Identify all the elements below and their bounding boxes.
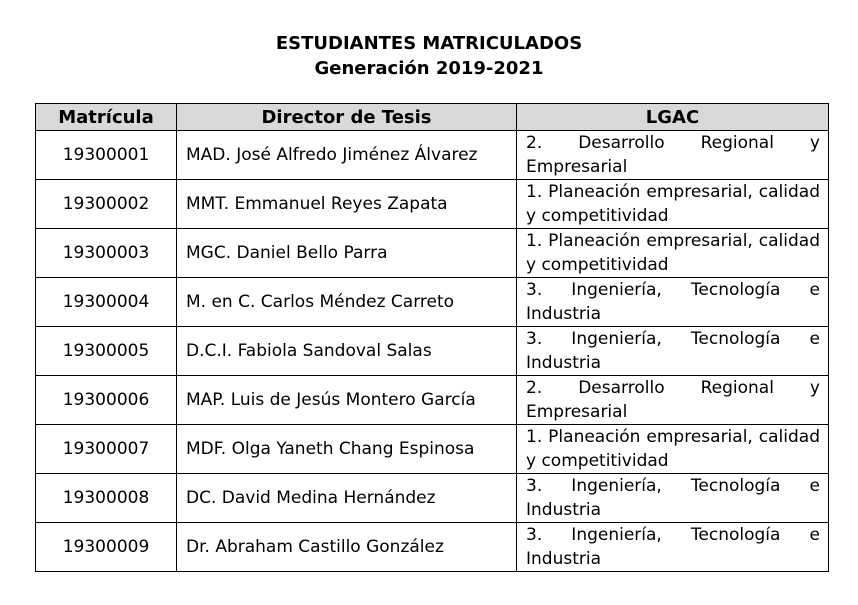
director-cell: Dr. Abraham Castillo González (177, 523, 517, 572)
director-cell: DC. David Medina Hernández (177, 474, 517, 523)
matricula-cell: 19300008 (36, 474, 177, 523)
table-row (36, 425, 829, 474)
document-subtitle: Generación 2019-2021 (314, 58, 544, 79)
table-row (36, 523, 829, 572)
table-row (36, 474, 829, 523)
matricula-cell: 19300006 (36, 376, 177, 425)
table-row (36, 278, 829, 327)
lgac-cell: 3. Ingeniería, Tecnología e Industria (517, 278, 829, 327)
matricula-cell: 19300004 (36, 278, 177, 327)
director-cell: M. en C. Carlos Méndez Carreto (177, 278, 517, 327)
lgac-cell: 1. Planeación empresarial, calidad y competitividad (517, 229, 829, 278)
students-table (35, 103, 829, 572)
matricula-cell: 19300001 (36, 131, 177, 180)
column-header-lgac: LGAC (517, 104, 829, 131)
director-cell: MDF. Olga Yaneth Chang Espinosa (177, 425, 517, 474)
director-cell: MMT. Emmanuel Reyes Zapata (177, 180, 517, 229)
document-title-block (0, 31, 858, 81)
table-row (36, 180, 829, 229)
matricula-cell: 19300002 (36, 180, 177, 229)
director-cell: MAD. José Alfredo Jiménez Álvarez (177, 131, 517, 180)
director-cell: MGC. Daniel Bello Parra (177, 229, 517, 278)
table-row (36, 327, 829, 376)
matricula-cell: 19300009 (36, 523, 177, 572)
director-cell: MAP. Luis de Jesús Montero García (177, 376, 517, 425)
lgac-cell: 3. Ingeniería, Tecnología e Industria (517, 327, 829, 376)
lgac-cell: 1. Planeación empresarial, calidad y competitividad (517, 180, 829, 229)
director-cell: D.C.I. Fabiola Sandoval Salas (177, 327, 517, 376)
column-header-matricula: Matrícula (36, 104, 177, 131)
lgac-cell: 2. Desarrollo Regional y Empresarial (517, 376, 829, 425)
matricula-cell: 19300007 (36, 425, 177, 474)
document-title: ESTUDIANTES MATRICULADOS (275, 33, 583, 54)
matricula-cell: 19300003 (36, 229, 177, 278)
lgac-cell: 1. Planeación empresarial, calidad y competitividad (517, 425, 829, 474)
matricula-cell: 19300005 (36, 327, 177, 376)
lgac-cell: 2. Desarrollo Regional y Empresarial (517, 131, 829, 180)
table-row (36, 229, 829, 278)
table-row (36, 131, 829, 180)
lgac-cell: 3. Ingeniería, Tecnología e Industria (517, 523, 829, 572)
lgac-cell: 3. Ingeniería, Tecnología e Industria (517, 474, 829, 523)
table-row (36, 376, 829, 425)
table-header-row (36, 104, 829, 131)
column-header-director: Director de Tesis (177, 104, 517, 131)
